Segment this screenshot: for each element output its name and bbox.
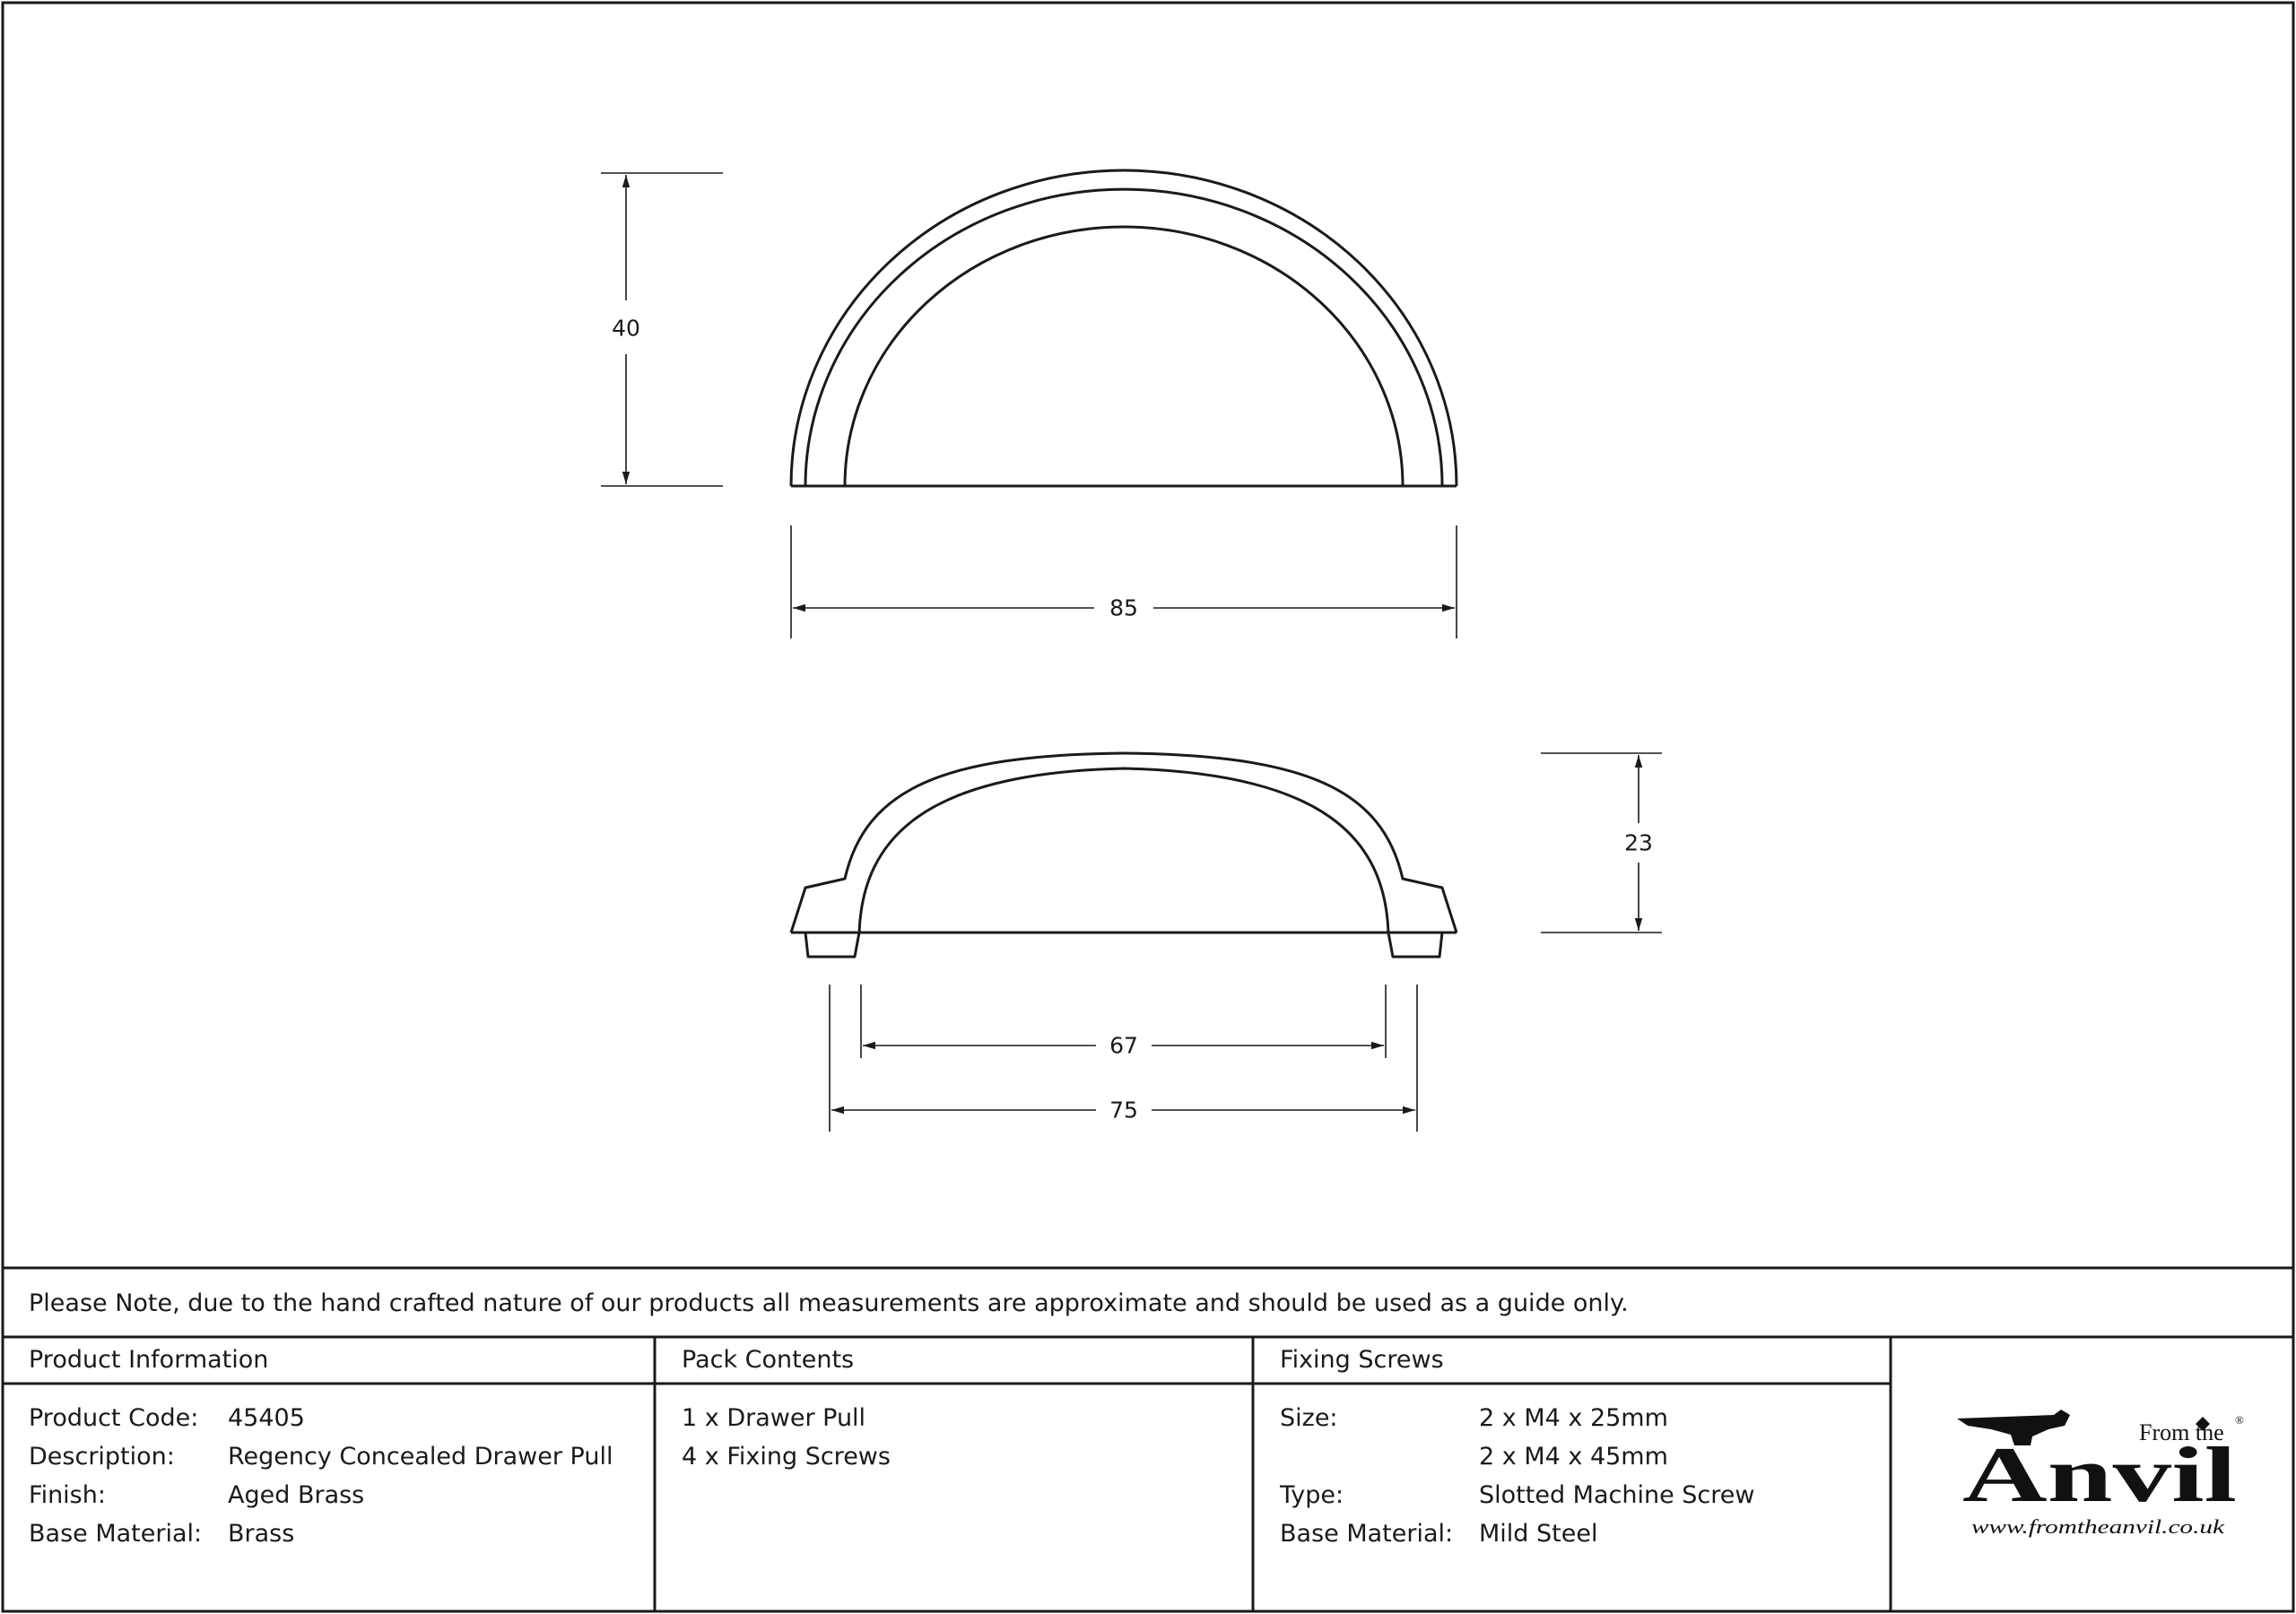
screw-size-label: Size: (1280, 1404, 1338, 1432)
logo-brand: Anvil (1962, 1432, 2237, 1519)
screw-material-label: Base Material: (1280, 1520, 1454, 1548)
dimension-label-height: 40 (606, 317, 646, 340)
dimension-label-centres: 67 (1104, 1035, 1144, 1057)
pack-contents-heading: Pack Contents (682, 1346, 855, 1374)
finish-value: Aged Brass (228, 1481, 365, 1509)
logo-registered-mark: ® (2235, 1413, 2244, 1427)
screw-type-value: Slotted Machine Screw (1479, 1481, 1755, 1509)
product-code-value: 45405 (228, 1404, 305, 1432)
dimension-label-width: 85 (1104, 597, 1144, 620)
base-material-value: Brass (228, 1520, 295, 1548)
dimension-label-overall: 75 (1104, 1099, 1144, 1122)
from-the-anvil-logo (1955, 1410, 2251, 1553)
anvil-icon (1955, 1410, 2251, 1553)
dimension-label-projection: 23 (1619, 832, 1658, 855)
product-info-heading: Product Information (29, 1346, 269, 1374)
screw-size-value-2: 2 x M4 x 45mm (1479, 1443, 1668, 1471)
screw-size-value: 2 x M4 x 25mm (1479, 1404, 1668, 1432)
pack-item: 4 x Fixing Screws (682, 1443, 891, 1471)
description-value: Regency Concealed Drawer Pull (228, 1443, 613, 1471)
sheet-frame (3, 3, 2293, 1611)
fixing-screws-heading: Fixing Screws (1280, 1346, 1444, 1374)
finish-label: Finish: (29, 1481, 106, 1509)
measurement-note: Please Note, due to the hand crafted nature of our products all measurements are approximate and should be used as a guide only. (29, 1289, 1629, 1317)
top-view-outline (791, 170, 1457, 486)
logo-from-the: From the (2139, 1419, 2224, 1445)
base-material-label: Base Material: (29, 1520, 203, 1548)
screw-type-label: Type: (1280, 1481, 1344, 1509)
product-code-label: Product Code: (29, 1404, 199, 1432)
pack-item: 1 x Drawer Pull (682, 1404, 866, 1432)
screw-material-value: Mild Steel (1479, 1520, 1598, 1548)
side-view-dimensions (830, 753, 1662, 1132)
logo-url: www.fromtheanvil.co.uk (1971, 1515, 2226, 1538)
side-view-outline (791, 753, 1457, 957)
description-label: Description: (29, 1443, 175, 1471)
